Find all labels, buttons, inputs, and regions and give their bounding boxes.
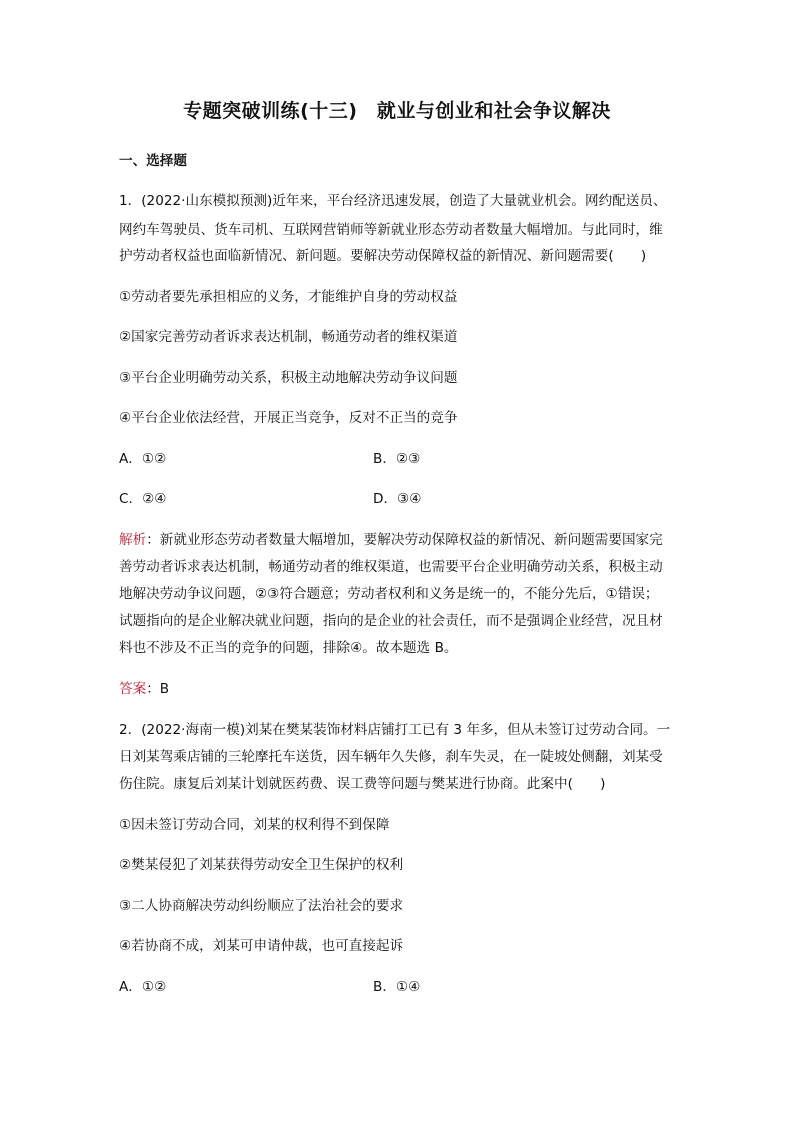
question-1-analysis-line-1	[119, 530, 663, 550]
question-2-item-1: ①因未签订劳动合同，刘某的权利得不到保障	[119, 817, 390, 833]
answer-value: ：B	[146, 681, 170, 697]
answer-label: 答案	[119, 681, 147, 697]
section-heading: 一、选择题	[119, 153, 187, 169]
question-2-line-2: 日刘某驾乘店铺的三轮摩托车送货，因车辆年久失修，刹车失灵，在一陡坡处侧翻，刘某受	[119, 749, 663, 765]
question-1-item-1: ①劳动者要先承担相应的义务，才能维护自身的劳动权益	[119, 289, 458, 305]
question-2-option-b: B．①④	[373, 979, 421, 995]
question-1-option-a: A．①②	[119, 451, 167, 467]
question-1-line-3: 护劳动者权益也面临新情况、新问题。要解决劳动保障权益的新情况、新问题需要( )	[119, 248, 647, 264]
question-1-line-2: 网约车驾驶员、货车司机、互联网营销师等新就业形态劳动者数量大幅增加。与此同时，维	[119, 222, 663, 238]
question-1-analysis-line-2: 善劳动者诉求表达机制，畅通劳动者的维权渠道，也需要平台企业明确劳动关系，积极主动	[119, 559, 663, 575]
question-2-line-3: 伤住院。康复后刘某计划就医药费、误工费等问题与樊某进行协商。此案中( )	[119, 776, 606, 792]
question-1-analysis-line-5: 料也不涉及不正当的竞争的问题，排除④。故本题选 B。	[119, 640, 458, 656]
question-1-line-1: 1．(2022·山东模拟预测)近年来，平台经济迅速发展，创造了大量就业机会。网约配送员、	[119, 193, 667, 209]
question-1-option-c: C．②④	[119, 491, 167, 507]
question-2-item-3: ③二人协商解决劳动纠纷顺应了法治社会的要求	[119, 898, 404, 914]
question-2-item-4: ④若协商不成，刘某可申请仲裁，也可直接起诉	[119, 938, 404, 954]
question-1-analysis-line-4: 试题指向的是企业解决就业问题，指向的是企业的社会责任，而不是强调企业经营，况且材	[119, 613, 663, 629]
question-1-analysis-line-3: 地解决劳动争议问题，②③符合题意；劳动者权利和义务是统一的，不能分先后，①错误；	[119, 586, 659, 602]
question-1-option-b: B．②③	[373, 451, 421, 467]
question-2-item-2: ②樊某侵犯了刘某获得劳动安全卫生保护的权利	[119, 857, 404, 873]
question-1-answer	[119, 679, 169, 699]
question-2-line-1: 2．(2022·海南一模)刘某在樊某装饰材料店铺打工已有 3 年多，但从未签订过劳动合同。一	[119, 722, 671, 738]
question-1-item-4: ④平台企业依法经营，开展正当竞争，反对不正当的竞争	[119, 410, 458, 426]
question-1-option-d: D．③④	[373, 491, 422, 507]
page-title: 专题突破训练(十三) 就业与创业和社会争议解决	[183, 100, 611, 122]
analysis-label: 解析	[119, 532, 147, 548]
question-1-item-2: ②国家完善劳动者诉求表达机制，畅通劳动者的维权渠道	[119, 329, 458, 345]
analysis-text: ：新就业形态劳动者数量大幅增加，要解决劳动保障权益的新情况、新问题需要国家完	[146, 532, 663, 548]
question-2-option-a: A．①②	[119, 979, 167, 995]
question-1-item-3: ③平台企业明确劳动关系，积极主动地解决劳动争议问题	[119, 370, 458, 386]
